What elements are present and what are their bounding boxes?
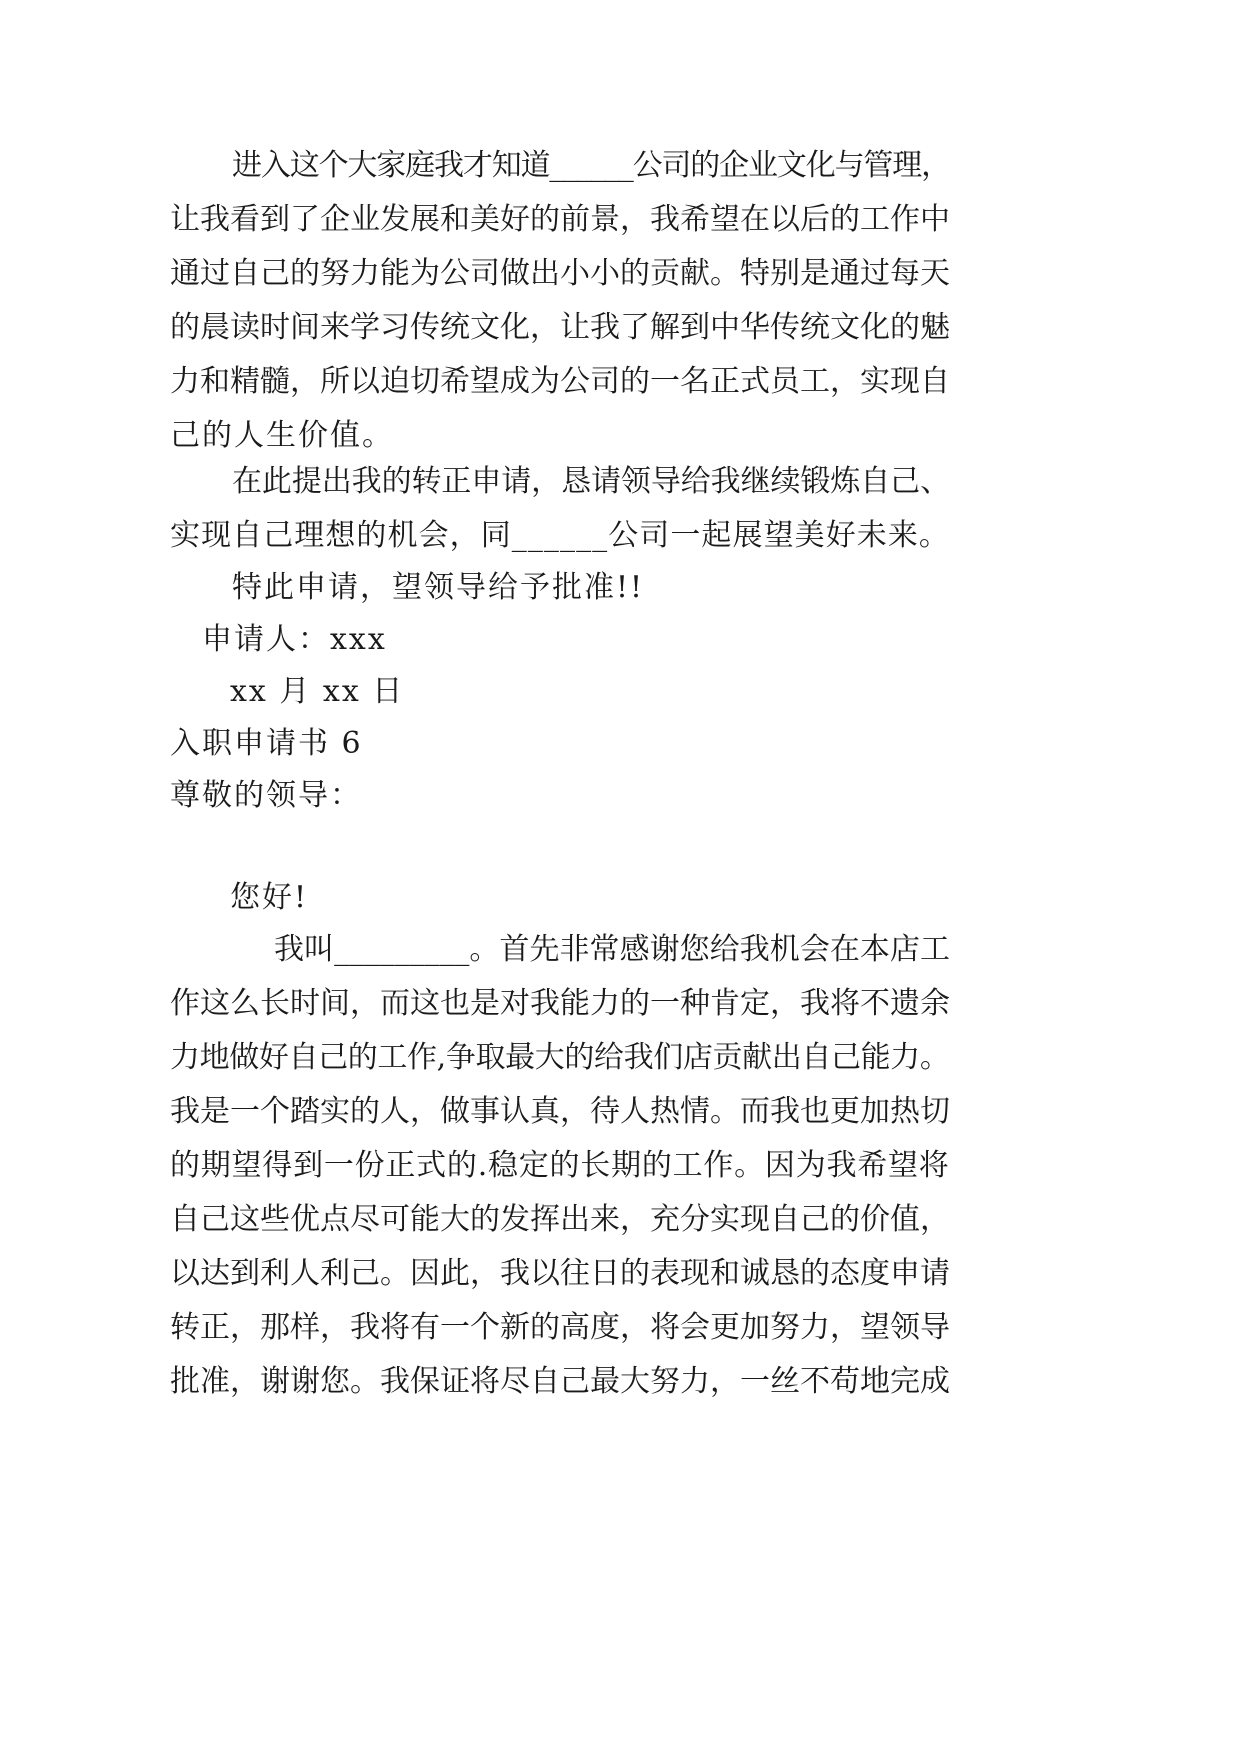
paragraph1-line-4: 的晨读时间来学习传统文化，让我了解到中华传统文化的魅 bbox=[170, 310, 950, 345]
paragraph3-line-6: 自己这些优点尽可能大的发挥出来，充分实现自己的价值， bbox=[170, 1202, 950, 1237]
paragraph2-line-2: 实现自己理想的机会，同______公司一起展望美好未来。 bbox=[170, 518, 950, 553]
paragraph3-line-9: 批准，谢谢您。我保证将尽自己最大努力，一丝不苟地完成 bbox=[170, 1364, 950, 1399]
date-line: xx 月 xx 日 bbox=[230, 674, 405, 709]
paragraph1-line-1: 进入这个大家庭我才知道______公司的企业文化与管理， bbox=[232, 148, 950, 183]
paragraph3-line-1: 我叫_________。首先非常感谢您给我机会在本店工 bbox=[274, 932, 950, 967]
paragraph1-line-5: 力和精髓，所以迫切希望成为公司的一名正式员工，实现自 bbox=[170, 364, 950, 399]
paragraph1-line-3: 通过自己的努力能为公司做出小小的贡献。特别是通过每天 bbox=[170, 256, 950, 291]
applicant-line: 申请人：xxx bbox=[202, 622, 387, 657]
closing-text: 特此申请，望领导给予批准!! bbox=[232, 570, 645, 605]
paragraph3-line-8: 转正，那样，我将有一个新的高度，将会更加努力，望领导 bbox=[170, 1310, 950, 1345]
paragraph3-line-2: 作这么长时间，而这也是对我能力的一种肯定，我将不遗余 bbox=[170, 986, 950, 1021]
salutation: 尊敬的领导： bbox=[170, 778, 362, 813]
paragraph3-line-7: 以达到利人利己。因此，我以往日的表现和诚恳的态度申请 bbox=[170, 1256, 950, 1291]
paragraph1-line-6: 己的人生价值。 bbox=[170, 418, 394, 453]
paragraph1-line-2: 让我看到了企业发展和美好的前景，我希望在以后的工作中 bbox=[170, 202, 950, 237]
paragraph3-line-5: 的期望得到一份正式的.稳定的长期的工作。因为我希望将 bbox=[170, 1148, 950, 1183]
paragraph3-line-3: 力地做好自己的工作,争取最大的给我们店贡献出自己能力。 bbox=[170, 1040, 950, 1075]
paragraph3-line-4: 我是一个踏实的人，做事认真，待人热情。而我也更加热切 bbox=[170, 1094, 950, 1129]
greeting: 您好! bbox=[230, 880, 309, 915]
paragraph2-line-1: 在此提出我的转正申请，恳请领导给我继续锻炼自己、 bbox=[232, 464, 950, 499]
letter-heading: 入职申请书 6 bbox=[170, 726, 363, 761]
